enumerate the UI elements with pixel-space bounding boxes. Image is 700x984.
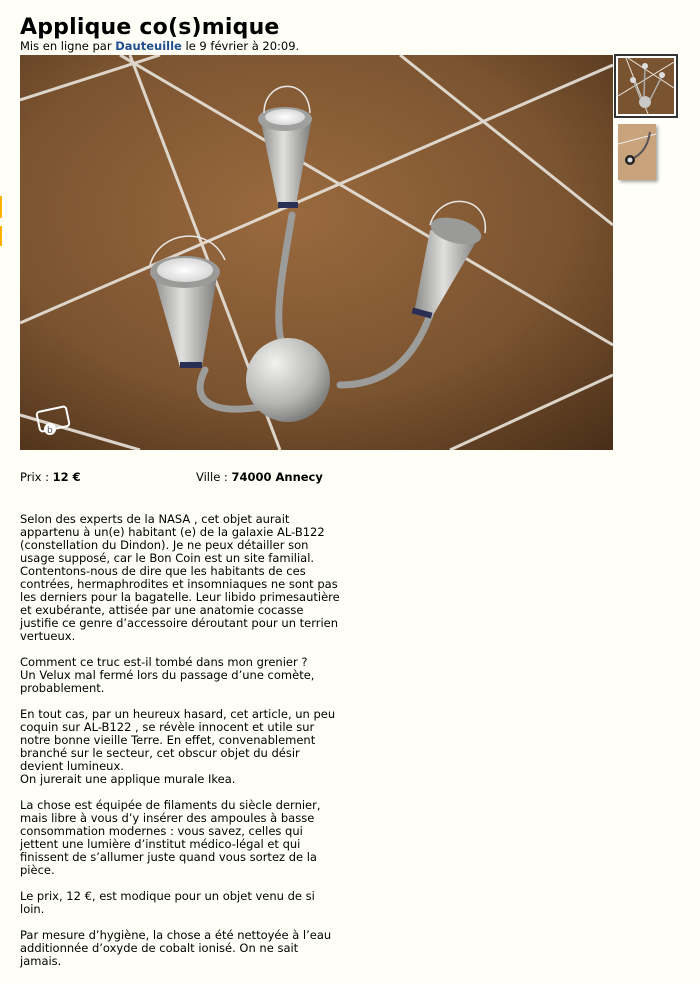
city-field (196, 470, 323, 484)
lamp-photo-image (20, 55, 613, 450)
ad-title: Applique co(s)mique (20, 14, 280, 40)
price-field (20, 470, 81, 484)
description-paragraph: Le prix, 12 €, est modique pour un objet venu de si loin. (20, 889, 315, 916)
city-label: Ville : (196, 470, 232, 484)
author-link[interactable]: Dauteuille (115, 39, 182, 53)
svg-text:b: b (47, 426, 53, 436)
photo-thumbnail[interactable] (618, 124, 656, 180)
ad-description (20, 513, 360, 981)
city-value: 74000 Annecy (231, 470, 323, 484)
price-label: Prix : (20, 470, 53, 484)
description-paragraph: Selon des experts de la NASA , cet objet aurait appartenu à un(e) habitant (e) de la galaxie AL-B122 (constellation du Dindon). Je ne peux détailler son usage supposé, car le Bon Coin est un site familial. Contentons-nous de dire que les habitants de ces contrées, hermaphrodites et insomniaques ne sont pas les derniers pour la bagatelle. Leur libido primesautière et exubérante, attisée par une anatomie cocasse justifie ce genre d’accessoire déroutant pour un terrien vertueux. (20, 512, 340, 643)
edge-accent-mark (0, 196, 2, 218)
main-photo[interactable] (20, 55, 613, 450)
posted-suffix: le 9 février à 20:09. (181, 39, 300, 53)
edge-accent-mark (0, 226, 2, 246)
posted-prefix: Mis en ligne par (20, 39, 116, 53)
photo-thumbnail-selected[interactable] (614, 54, 678, 118)
thumbnail-image (618, 124, 656, 180)
thumbnail-image (618, 58, 674, 114)
description-paragraph: Par mesure d’hygiène, la chose a été nettoyée à l’eau additionnée d’oxyde de cobalt ionisé. On ne sait jamais. (20, 928, 332, 968)
description-paragraph: La chose est équipée de filaments du siècle dernier, mais libre à vous d’y insérer des ampoules à basse consommation modernes : vous savez, celles qui jettent une lumière d’institut médico-légal et qui finissent de s’allumer juste quand vous sortez de la pièce. (20, 798, 321, 877)
price-value: 12 € (52, 470, 81, 484)
description-paragraph: Comment ce truc est-il tombé dans mon grenier ? Un Velux mal fermé lors du passage d’une comète, probablement. (20, 655, 315, 695)
posted-info (20, 39, 299, 53)
description-paragraph: En tout cas, par un heureux hasard, cet article, un peu coquin sur AL-B122 , se révèle innocent et utile sur notre bonne vieille Terre. En effet, convenablement branché sur le secteur, cet obscur objet du désir devient lumineux. On jurerait une applique murale Ikea. (20, 707, 336, 786)
